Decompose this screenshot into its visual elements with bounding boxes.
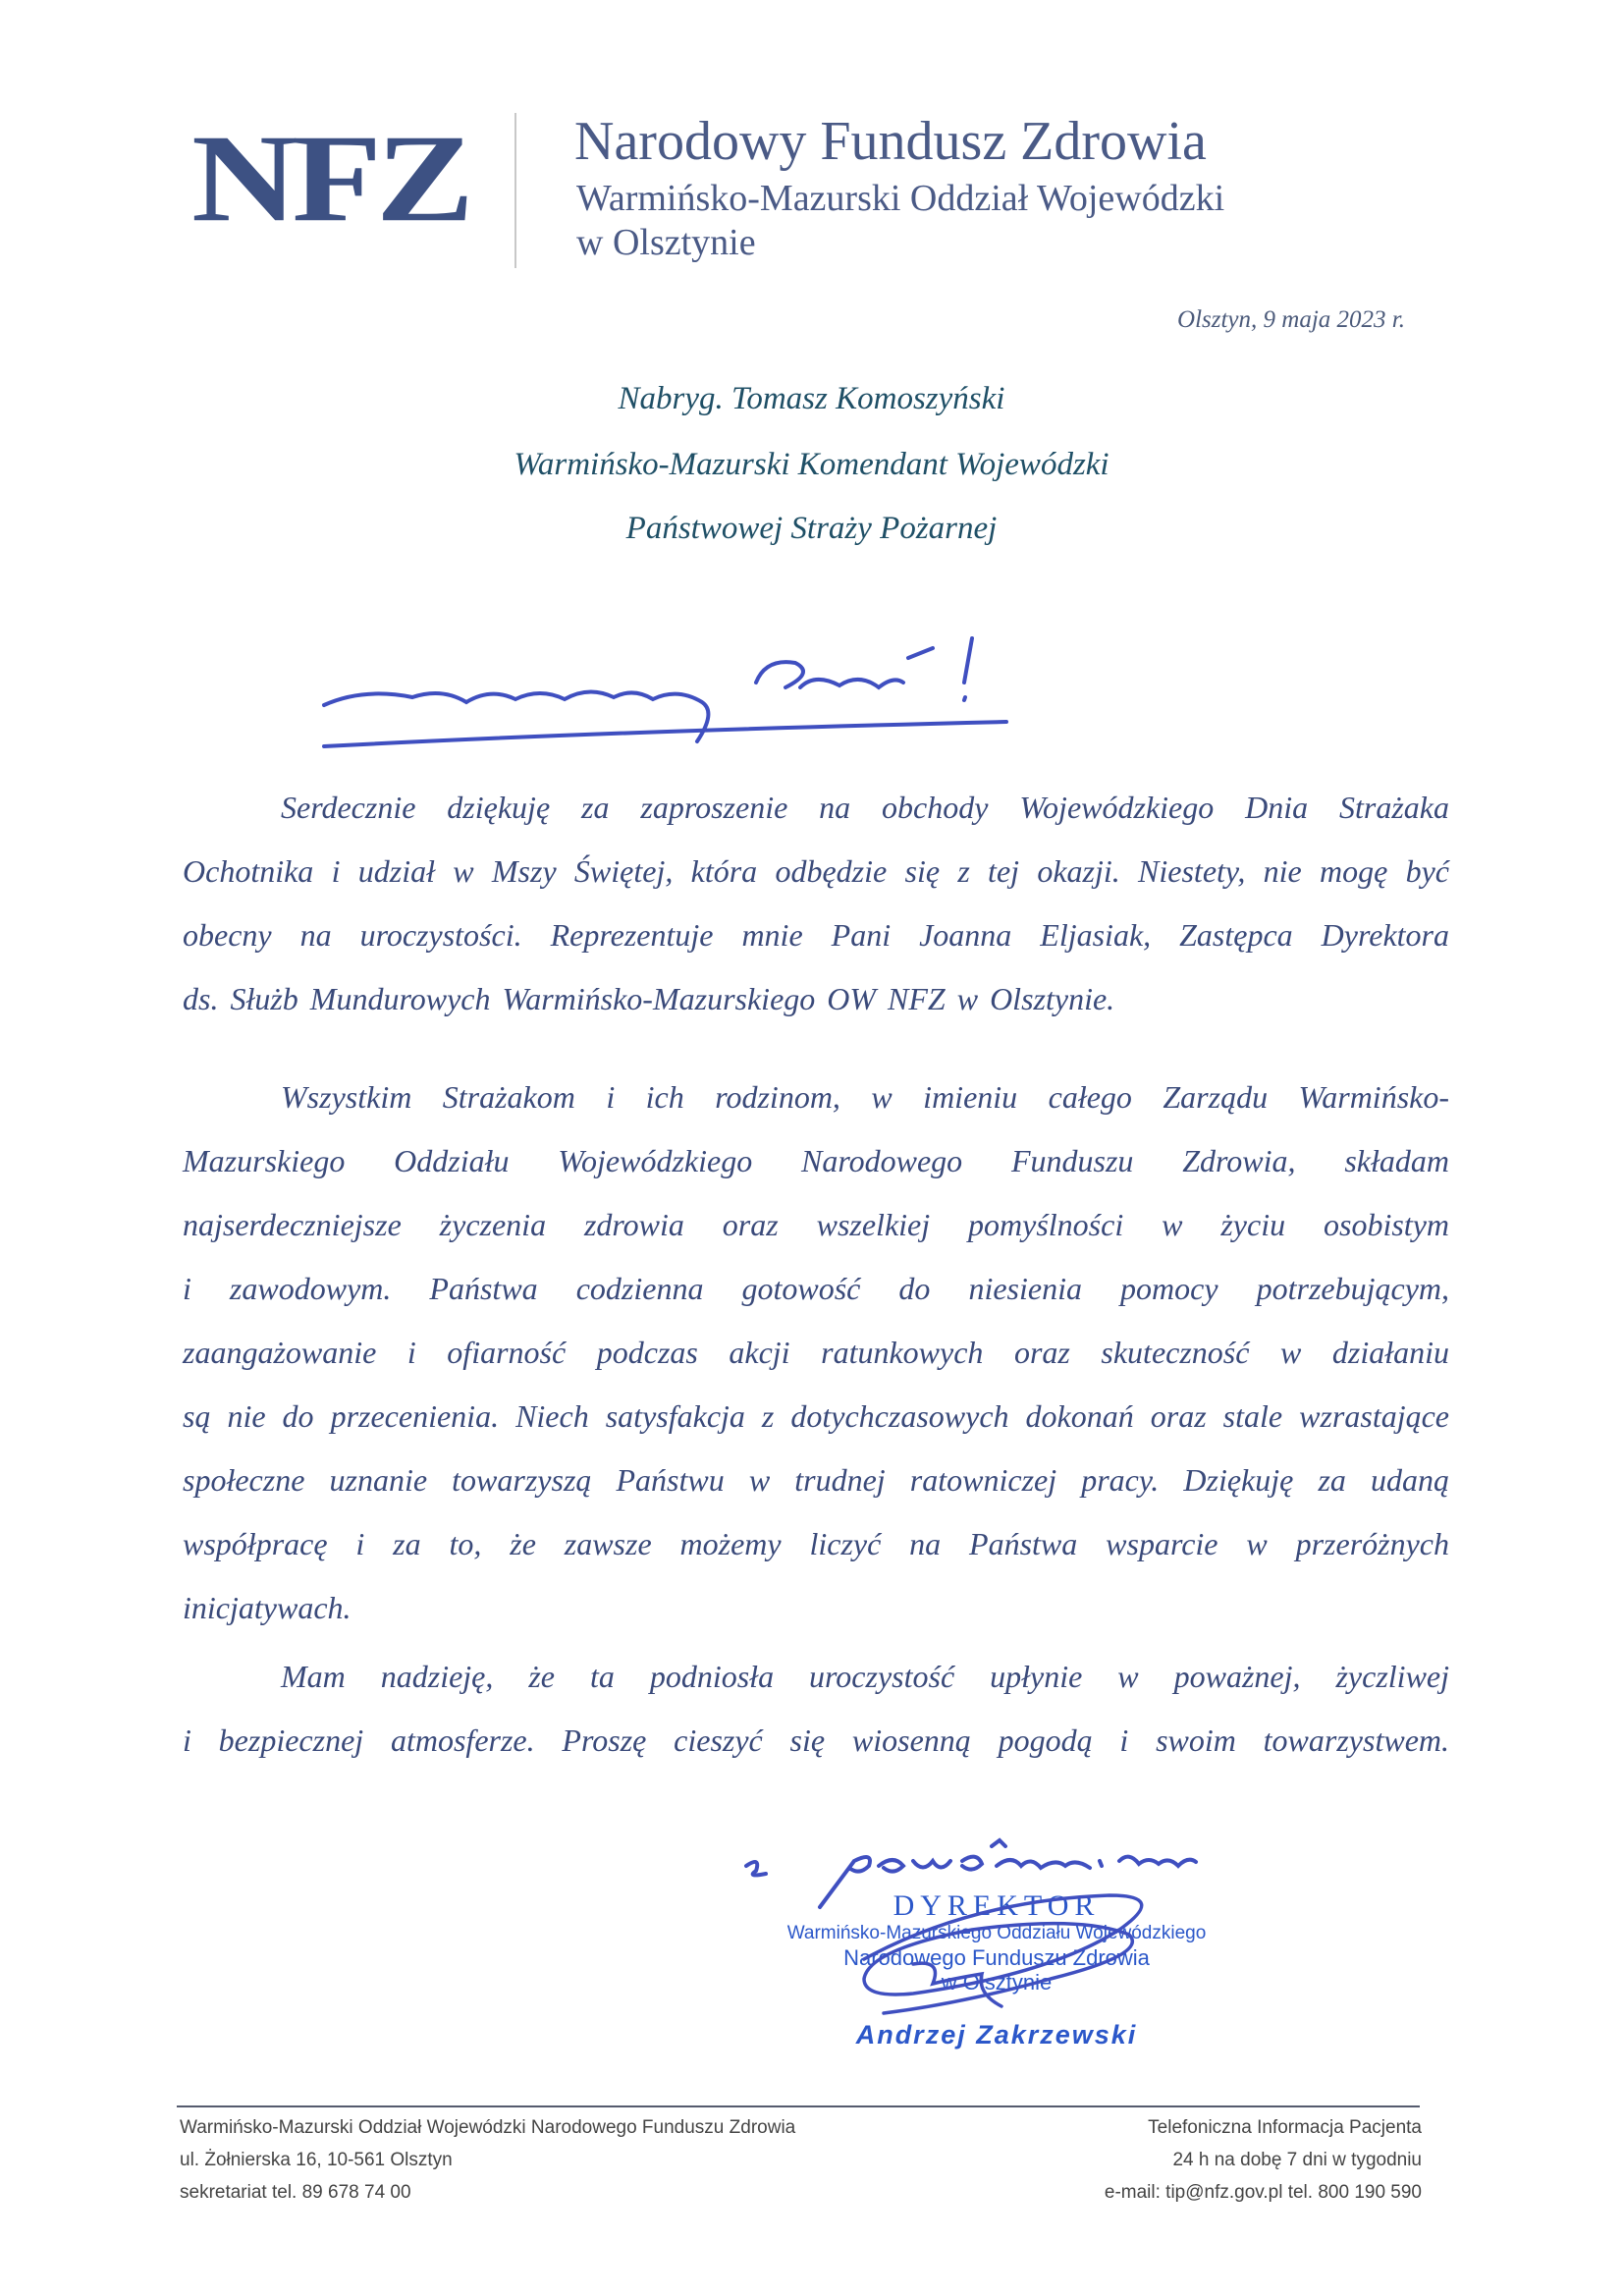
letter-date: Olsztyn, 9 maja 2023 r.	[1177, 306, 1405, 333]
organization-branch: Warmińsko-Mazurski Oddział Wojewódzki	[576, 178, 1225, 219]
paragraph-2	[183, 1066, 1449, 1640]
paragraph-line: i zawodowym. Państwa codzienna gotowość do niesienia pomocy potrzebującym,	[183, 1271, 1449, 1306]
paragraph-line: obecny na uroczystości. Reprezentuje mnie Pani Joanna Eljasiak, Zastępca Dyrektora	[183, 917, 1449, 953]
footer-org-name: Warmińsko-Mazurski Oddział Wojewódzki Narodowego Funduszu Zdrowia	[180, 2117, 796, 2138]
handwritten-salutation	[304, 629, 1021, 756]
paragraph-3	[183, 1645, 1449, 1773]
stamp-fund: Narodowego Funduszu Zdrowia	[843, 1945, 1150, 1970]
paragraph-line: zaangażowanie i ofiarność podczas akcji ratunkowych oraz skuteczność w działaniu	[183, 1335, 1449, 1370]
paragraph-line: najserdeczniejsze życzenia zdrowia oraz wszelkiej pomyślności w życiu osobistym	[183, 1207, 1449, 1242]
footer-street: ul. Żołnierska 16, 10-561 Olsztyn	[180, 2150, 453, 2170]
footer-address	[180, 2111, 795, 2209]
paragraph-line: współpracę i za to, że zawsze możemy liczyć na Państwa wsparcie w przeróżnych	[183, 1526, 1449, 1561]
footer-patient-info	[1105, 2111, 1422, 2209]
letterhead-divider	[514, 113, 516, 268]
stamp-director-name: Andrzej Zakrzewski	[855, 2020, 1138, 2050]
addressee-institution: Państwowej Straży Pożarnej	[625, 511, 998, 546]
signature	[854, 1890, 1149, 2033]
paragraph-line: są nie do przecenienia. Niech satysfakcja z dotychczasowych dokonań oraz stale wzrastające	[183, 1398, 1449, 1434]
paragraph-line: inicjatywach.	[183, 1590, 352, 1625]
addressee-title: Warmińsko-Mazurski Komendant Wojewódzki	[514, 447, 1109, 482]
paragraph-line: Wszystkim Strażakom i ich rodzinom, w imieniu całego Zarządu Warmińsko-	[281, 1079, 1449, 1115]
paragraph-line: i bezpiecznej atmosferze. Proszę cieszyć się wiosenną pogodą i swoim towarzystwem.	[183, 1722, 1449, 1758]
addressee-name: Nabryg. Tomasz Komoszyński	[618, 381, 1005, 416]
paragraph-line: Serdecznie dziękuję za zaproszenie na obchody Wojewódzkiego Dnia Strażaka	[281, 790, 1449, 825]
stamp-title: DYREKTOR	[893, 1889, 1101, 1922]
footer-info-title: Telefoniczna Informacja Pacjenta	[1148, 2117, 1422, 2138]
stamp-city: w Olsztynie	[941, 1970, 1053, 1995]
footer-secretariat-phone: sekretariat tel. 89 678 74 00	[180, 2182, 411, 2203]
nfz-logo: NFZ	[191, 109, 468, 248]
organization-title: Narodowy Fundusz Zdrowia	[574, 111, 1207, 172]
paragraph-line: społeczne uznanie towarzyszą Państwu w trudnej ratowniczej pracy. Dziękuję za udaną	[183, 1462, 1449, 1498]
paragraph-line: Mam nadzieję, że ta podniosła uroczystość upłynie w poważnej, życzliwej	[281, 1659, 1449, 1694]
footer-hours: 24 h na dobę 7 dni w tygodniu	[1172, 2150, 1422, 2170]
paragraph-line: Ochotnika i udział w Mszy Świętej, która odbędzie się z tej okazji. Niestety, nie mogę być	[183, 853, 1449, 889]
stamp-branch: Warmińsko-Mazurskiego Oddziału Wojewódzkiego	[786, 1923, 1207, 1943]
paragraph-line: Mazurskiego Oddziału Wojewódzkiego Narodowego Funduszu Zdrowia, składam	[183, 1143, 1449, 1178]
organization-city: w Olsztynie	[576, 222, 756, 263]
paragraph-line: ds. Służb Mundurowych Warmińsko-Mazurskiego OW NFZ w Olsztynie.	[183, 981, 1115, 1016]
footer-divider	[177, 2105, 1420, 2107]
footer-contact: e-mail: tip@nfz.gov.pl tel. 800 190 590	[1104, 2182, 1422, 2203]
paragraph-1	[183, 776, 1449, 1031]
